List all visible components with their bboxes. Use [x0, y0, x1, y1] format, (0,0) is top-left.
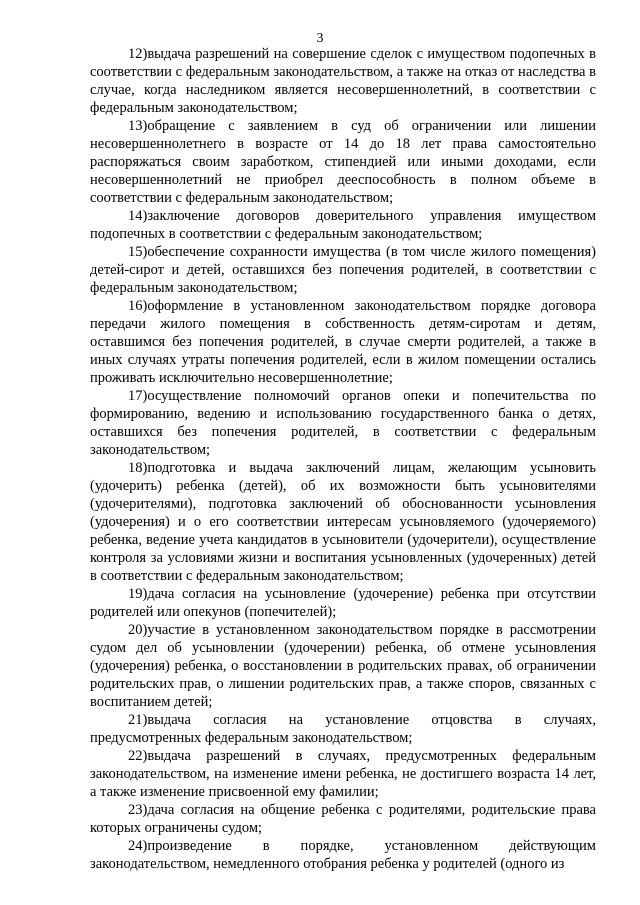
paragraph-14: 14)заключение договоров доверительного управления имуществом подопечных в соответствии с федеральным законодательством; — [90, 208, 596, 242]
paragraph-22: 22)выдача разрешений в случаях, предусмотренных федеральным законодательством, на изменение имени ребенка, не достигшего возраста 14 лет, а также изменение присвоенной ему фамилии; — [90, 748, 596, 800]
paragraph-23: 23)дача согласия на общение ребенка с родителями, родительские права которых ограничены судом; — [90, 802, 596, 836]
page-number: 3 — [316, 31, 324, 46]
paragraph-24: 24)произведение в порядке, установленном действующим законодательством, немедленного отобрания ребенка у родителей (одного из — [90, 838, 596, 872]
paragraph-20: 20)участие в установленном законодательством порядке в рассмотрении судом дел об усыновлении (удочерении) ребенка, об отмене усыновления (удочерения) ребенка, о восстановлении в родительских правах, об ограничении родительских прав, о лишении родительских прав, а также споров, связанных с воспитанием детей; — [90, 622, 596, 710]
paragraph-21: 21)выдача согласия на установление отцовства в случаях, предусмотренных федеральным законодательством; — [90, 712, 596, 746]
paragraph-13: 13)обращение с заявлением в суд об ограничении или лишении несовершеннолетнего в возрасте от 14 до 18 лет права самостоятельно распоряжаться своим заработком, стипендией или иными доходами, если несовершеннолетний не приобрел дееспособность в полном объеме в соответствии с федеральным законодательством; — [90, 118, 596, 206]
paragraph-19: 19)дача согласия на усыновление (удочерение) ребенка при отсутствии родителей или опекунов (попечителей); — [90, 586, 596, 620]
paragraph-12: 12)выдача разрешений на совершение сделок с имуществом подопечных в соответствии с федеральным законодательством, а также на отказ от наследства в случае, когда наследником является несовершеннолетний, в соответствии с федеральным законодательством; — [90, 46, 596, 116]
paragraph-16: 16)оформление в установленном законодательством порядке договора передачи жилого помещения в собственность детям-сиротам и детям, оставшимся без попечения родителей, в случае смерти родителей, а также в иных случаях утраты попечения родителей, если в жилом помещении остались проживать исключительно несовершеннолетние; — [90, 298, 596, 386]
paragraph-18: 18)подготовка и выдача заключений лицам, желающим усыновить (удочерить) ребенка (детей), об их возможности быть усыновителями (удочерителями), подготовка заключений об обоснованности усыновления (удочерения) и о его соответствии интересам усыновляемого (удочеряемого) ребенка, ведение учета кандидатов в усыновители (удочерители), осуществление контроля за условиями жизни и воспитания усыновленных (удочеренных) детей в соответствии с федеральным законодательством; — [90, 460, 596, 584]
paragraph-15: 15)обеспечение сохранности имущества (в том числе жилого помещения) детей-сирот и детей, оставшихся без попечения родителей, в соответствии с федеральным законодательством; — [90, 244, 596, 296]
paragraph-17: 17)осуществление полномочий органов опеки и попечительства по формированию, ведению и использованию государственного банка о детях, оставшихся без попечения родителей, в соответствии с федеральным законодательством; — [90, 388, 596, 458]
document-body — [90, 45, 596, 873]
